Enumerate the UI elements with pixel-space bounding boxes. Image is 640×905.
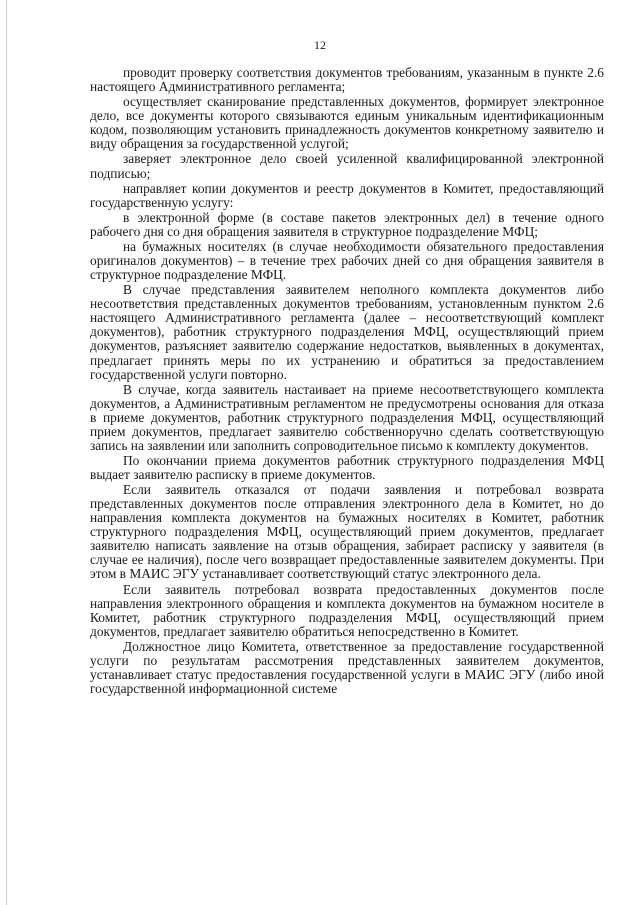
paragraph-receipt: По окончании приема документов работник структурного подразделения МФЦ выдает заявителю расписку в приеме документов.: [90, 453, 604, 483]
document-body: [90, 66, 604, 697]
paragraph-incomplete-documents: В случае представления заявителем неполного комплекта документов либо несоответствия представленных документов требованиям, установленным пунктом 2.6 настоящего Административного регламента (далее – несоответствующий комплект документов), работник структурного подразделения МФЦ, осуществляющий прием документов, разъясняет заявителю содержание недостатков, выявленных в документах, предлагает принять меры по их устранению и обратиться за предоставлением государственной услуги повторно.: [90, 282, 604, 382]
page-edge-line: [6, 0, 7, 905]
paragraph-scan-documents: осуществляет сканирование представленных документов, формирует электронное дело, все документы которого связываются единым уникальным идентификационным кодом, позволяющим установить принадлежность документов конкретному заявителю и виду обращения за государственной услугой;: [90, 94, 604, 152]
paragraph-sign-electronic-case: заверяет электронное дело своей усиленной квалифицированной электронной подписью;: [90, 151, 604, 181]
paragraph-official-status: Должностное лицо Комитета, ответственное за предоставление государственной услуги по результатам рассмотрения представленных заявителем документов, устанавливает статус предоставления государственной услуги в МАИС ЭГУ (либо иной государственной информационной системе: [90, 638, 604, 697]
paragraph-send-copies: направляет копии документов и реестр документов в Комитет, предоставляющий государственную услугу:: [90, 180, 604, 210]
paragraph-refusal-after-sending: Если заявитель потребовал возврата предоставленных документов после направления электронного обращения и комплекта документов на бумажном носителе в Комитет, работник структурного подразделения МФЦ, осуществляющий прием документов, предлагает заявителю обратиться непосредственно в Комитет.: [90, 581, 604, 639]
paragraph-electronic-form: в электронной форме (в составе пакетов электронных дел) в течение одного рабочего дня со дня обращения заявителя в структурное подразделение МФЦ;: [90, 209, 604, 239]
paragraph-refusal-before-sending: Если заявитель отказался от подачи заявления и потребовал возврата представленных документов после отправления электронного дела в Комитет, но до направления комплекта документов на бумажных носителях в Комитет, работник структурного подразделения МФЦ, осуществляющий прием документов, предлагает заявителю написать заявление на отзыв обращения, забирает расписку у заявителя (в случае ее наличия), после чего возвращает предоставленные заявителем документы. При этом в МАИС ЭГУ устанавливает соответствующий статус электронного дела.: [90, 482, 604, 582]
paragraph-paper-form: на бумажных носителях (в случае необходимости обязательного предоставления оригиналов документов) – в течение трех рабочих дней со дня обращения заявителя в структурное подразделение МФЦ.: [90, 239, 604, 283]
page-number: 12: [314, 38, 326, 52]
paragraph-check-documents: проводит проверку соответствия документов требованиям, указанным в пункте 2.6 настоящего Административного регламента;: [90, 65, 604, 95]
paragraph-applicant-insists: В случае, когда заявитель настаивает на приеме несоответствующего комплекта документов, а Административным регламентом не предусмотрены основания для отказа в приеме документов, работник структурного подразделения МФЦ, осуществляющий прием документов, предлагает заявителю собственноручно сделать соответствующую запись на заявлении или заполнить сопроводительное письмо к комплекту документов.: [90, 381, 604, 453]
